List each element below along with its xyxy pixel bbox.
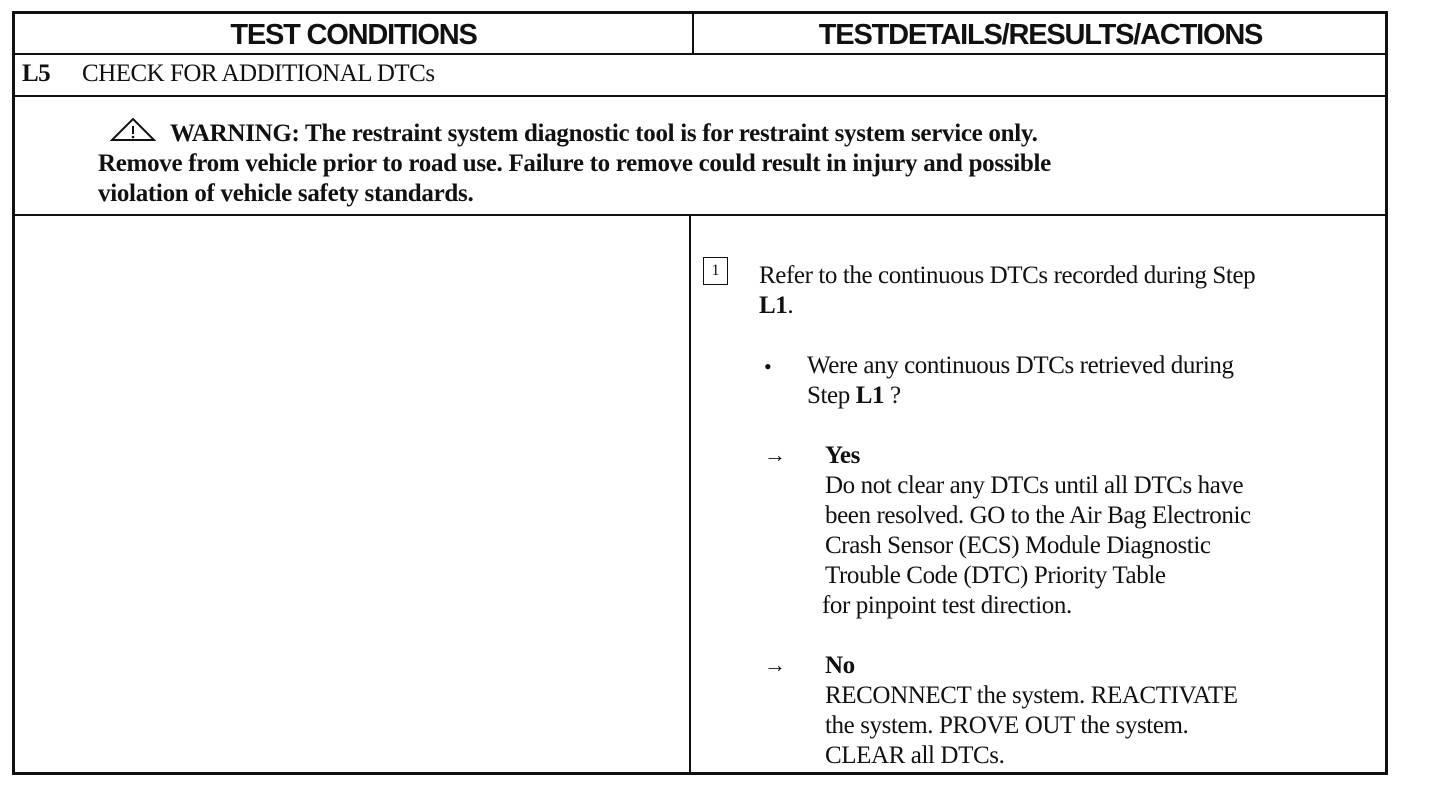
step-id: L5: [22, 60, 51, 87]
action-number-box: 1: [703, 257, 728, 285]
step-title: CHECK FOR ADDITIONAL DTCs: [82, 60, 435, 87]
action-instruction: Refer to the continuous DTCs recorded during Step L1.: [759, 262, 1256, 319]
no-label: No: [825, 652, 855, 679]
yes-result: Yes Do not clear any DTCs until all DTCs have been resolved. GO to the Air Bag Electronic Crash Sensor (ECS) Module Diagnostic Trouble Code (DTC) Priority Table for pinpoint test direction.: [822, 442, 1251, 619]
bullet-icon: •: [764, 354, 772, 379]
step-divider: [15, 95, 1385, 97]
header-test-details: TESTDETAILS/RESULTS/ACTIONS: [818, 19, 1263, 51]
action-question: Were any continuous DTCs retrieved during Step L1 ?: [807, 352, 1234, 409]
warning-divider: [15, 214, 1385, 216]
no-result: No RECONNECT the system. REACTIVATE the system. PROVE OUT the system. CLEAR all DTCs.: [825, 652, 1238, 769]
header-test-conditions: TEST CONDITIONS: [230, 19, 477, 51]
warning-triangle-icon: [110, 118, 156, 142]
arrow-right-icon: →: [764, 442, 786, 467]
body-column-divider: [689, 215, 691, 772]
arrow-right-icon: →: [764, 652, 786, 677]
header-column-divider: [692, 14, 694, 54]
warning-block: [98, 118, 1298, 209]
warning-line-1: WARNING: The restraint system diagnostic tool is for restraint system service only.: [98, 118, 1298, 149]
warning-line-3: violation of vehicle safety standards.: [98, 180, 474, 207]
step-title-row: [22, 57, 435, 91]
yes-label: Yes: [825, 442, 860, 469]
warning-line-2: Remove from vehicle prior to road use. Failure to remove could result in injury and possible: [98, 150, 1051, 177]
header-divider: [15, 53, 1385, 55]
